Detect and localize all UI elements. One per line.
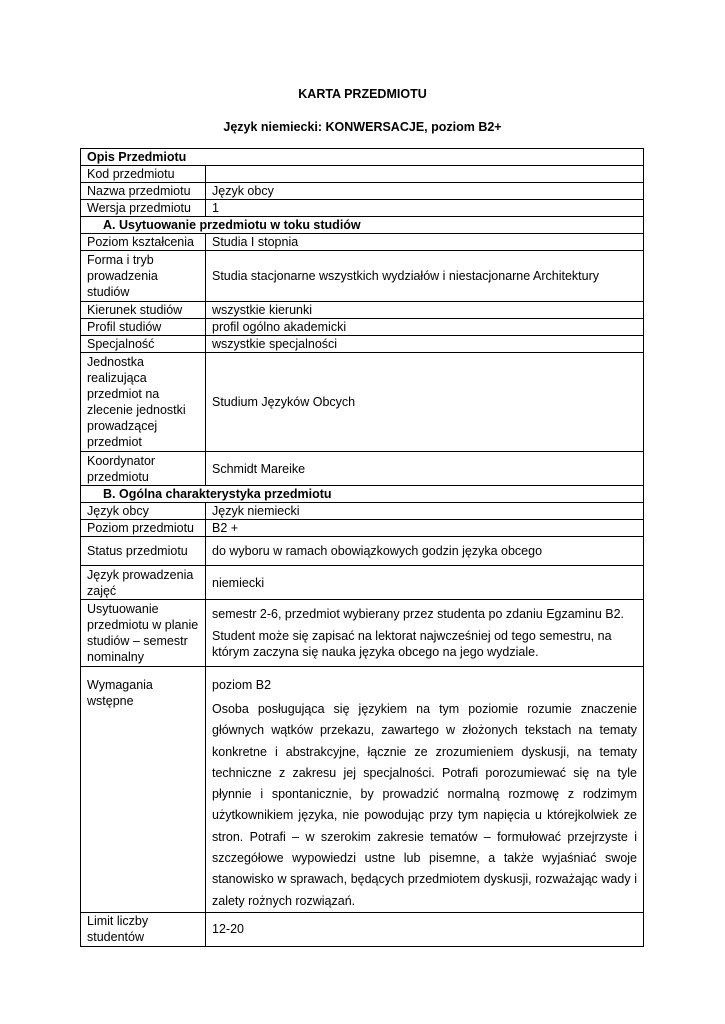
table-row	[81, 302, 644, 319]
wymagania-p1: poziom B2	[212, 678, 272, 692]
section-a-header: A. Usytuowanie przedmiotu w toku studiów	[81, 217, 644, 234]
wymagania-p2: Osoba posługująca się językiem na tym poziomie rozumie znaczenie głównych wątków przekazu, zawartego w złożonych tekstach na tematy konkretne i abstrakcyjne, łącznie ze zrozumieniem dyskusji, na tematy techniczne z zakresu jej specjalności. Potrafi porozumiewać się na tyle płynnie i spontanicznie, by prowadzić normalną rozmowę z rodzimym użytkownikiem języka, nie powodując przy tym napięcia u którejkolwiek ze stron. Potrafi – w szerokim zakresie tematów – formułować przejrzyste i szczegółowe wypowiedzi ustne lub pisemne, a także wyjaśniać swoje stanowisko w sprawach, będących przedmiotem dyskusji, rozważając wady i zalety rożnych rozwiązań.	[212, 702, 637, 908]
row-value: Język niemiecki	[206, 503, 644, 520]
table-row	[81, 200, 644, 217]
row-value: do wyboru w ramach obowiązkowych godzin języka obcego	[206, 537, 644, 566]
row-value	[206, 600, 644, 667]
row-label: Profil studiów	[81, 319, 206, 336]
row-label: Koordynator przedmiotu	[81, 452, 206, 486]
row-label: Poziom kształcenia	[81, 234, 206, 251]
row-value	[206, 166, 644, 183]
table-row	[81, 234, 644, 251]
row-label: Wersja przedmiotu	[81, 200, 206, 217]
table-row	[81, 319, 644, 336]
row-value	[206, 667, 644, 913]
row-value: 1	[206, 200, 644, 217]
opis-header: Opis Przedmiotu	[81, 149, 644, 166]
usytuowanie-p2: Student może się zapisać na lektorat najwcześniej od tego semestru, na którym zaczyna się nauka języka obcego na jego wydziale.	[212, 629, 612, 659]
table-row	[81, 503, 644, 520]
row-value: Studia stacjonarne wszystkich wydziałów i niestacjonarne Architektury	[206, 251, 644, 302]
row-label: Status przedmiotu	[81, 537, 206, 566]
row-label: Poziom przedmiotu	[81, 520, 206, 537]
table-row	[81, 353, 644, 452]
row-label: Usytuowanie przedmiotu w planie studiów – semestr nominalny	[81, 600, 206, 667]
table-row	[81, 912, 644, 946]
table-row	[81, 251, 644, 302]
row-value: 12-20	[206, 912, 644, 946]
row-value: niemiecki	[206, 566, 644, 600]
document-title: KARTA PRZEDMIOTU	[298, 87, 427, 101]
table-row	[81, 183, 644, 200]
row-label: Wymagania wstępne	[81, 667, 206, 913]
row-value: Studium Języków Obcych	[206, 353, 644, 452]
row-label: Kierunek studiów	[81, 302, 206, 319]
row-value: wszystkie specjalności	[206, 336, 644, 353]
course-card-table	[80, 148, 644, 947]
table-row	[81, 166, 644, 183]
row-value: profil ogólno akademicki	[206, 319, 644, 336]
table-row	[81, 667, 644, 913]
row-label: Język prowadzenia zajęć	[81, 566, 206, 600]
row-label: Kod przedmiotu	[81, 166, 206, 183]
table-row	[81, 336, 644, 353]
table-row	[81, 537, 644, 566]
row-value: B2 +	[206, 520, 644, 537]
row-label: Limit liczby studentów	[81, 912, 206, 946]
row-label: Język obcy	[81, 503, 206, 520]
table-row	[81, 566, 644, 600]
row-value: wszystkie kierunki	[206, 302, 644, 319]
table-row	[81, 520, 644, 537]
row-value: Studia I stopnia	[206, 234, 644, 251]
row-value: Język obcy	[206, 183, 644, 200]
row-label: Forma i tryb prowadzenia studiów	[81, 251, 206, 302]
table-row	[81, 452, 644, 486]
row-label: Jednostka realizująca przedmiot na zlecenie jednostki prowadzącej przedmiot	[81, 353, 206, 452]
row-label: Specjalność	[81, 336, 206, 353]
usytuowanie-p1: semestr 2-6, przedmiot wybierany przez studenta po zdaniu Egzaminu B2.	[212, 607, 625, 621]
table-row	[81, 600, 644, 667]
row-value: Schmidt Mareike	[206, 452, 644, 486]
section-b-header: B. Ogólna charakterystyka przedmiotu	[81, 486, 644, 503]
row-label: Nazwa przedmiotu	[81, 183, 206, 200]
document-subtitle: Język niemiecki: KONWERSACJE, poziom B2+	[223, 120, 502, 134]
